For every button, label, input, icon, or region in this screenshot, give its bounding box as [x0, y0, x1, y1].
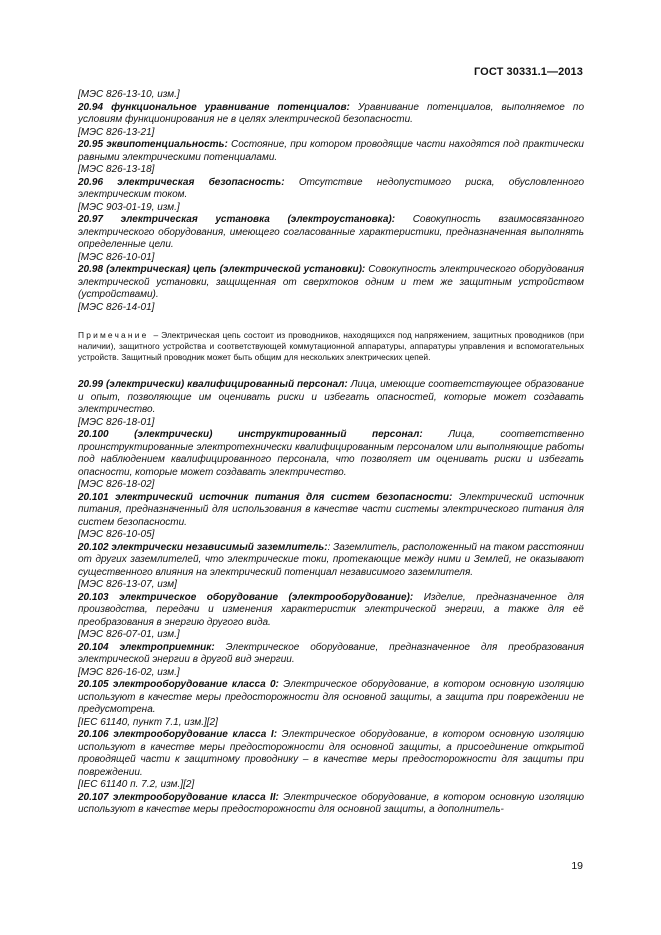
- term-number: 20.98: [78, 264, 104, 275]
- term-definition: Совокупность взаимосвязанного электрического оборудования, имеющего согласованные характеристики, предназначенная выполнять определенные цели.: [78, 214, 585, 250]
- term-entry: [78, 264, 584, 302]
- page-number: 19: [571, 860, 583, 872]
- term-number: 20.105: [78, 679, 109, 690]
- term-definition: Лица, соответственно проинструктированные электротехнически квалифицированным персоналом или выполняющие работы под наблюдением квалифицированного персонала, что позволяет им оценивать риски и избегать опасности, которые может создавать электричество.: [78, 429, 585, 478]
- term-number: 20.96: [78, 176, 104, 188]
- reference: [МЭС 826-18-01]: [78, 416, 155, 428]
- term-entry: [78, 102, 584, 127]
- term-entry: [78, 679, 584, 717]
- reference: [МЭС 826-13-07, изм]: [78, 579, 177, 590]
- term-title: электрический источник питания для систем безопасности:: [115, 491, 453, 503]
- document-body: [78, 89, 584, 817]
- term-definition: Электрическое оборудование, предназначенное для преобразования электрической энергии в другой вид энергии.: [78, 641, 585, 665]
- note-label: Примечание: [78, 330, 149, 340]
- term-definition: Совокупность электрического оборудования электрической установки, защищенная от сверхтоков одним и тем же защитным устройством (устройствами).: [78, 264, 584, 300]
- reference: [МЭС 826-13-18]: [78, 164, 155, 175]
- reference: [МЭС 826-07-01, изм.]: [78, 629, 180, 640]
- reference: [МЭС 826-18-02]: [78, 479, 155, 490]
- term-definition: Изделие, предназначенное для производства, передачи и изменения характеристик электрической энергии, а также для её преобразования в энергию другого вида.: [78, 591, 584, 628]
- term-title: функциональное уравнивание потенциалов:: [111, 101, 350, 113]
- note-text: – Электрическая цепь состоит из проводников, находящихся под напряжением, защитных проводников (при наличии), защитного устройства и соответствующей коммутационной аппаратуры, аппаратуры управления и вспомогательных устройств. Защитный проводник может быть общим для нескольких электрических цепей.: [78, 330, 584, 362]
- term-title: (электрически) квалифицированный персонал:: [105, 379, 348, 390]
- term-number: 20.99: [78, 379, 104, 390]
- term-title: электрическая установка (электроустановка):: [120, 214, 396, 225]
- term-definition: Отсутствие недопустимого риска, обусловленного электрическим током.: [78, 176, 585, 200]
- term-definition: : Заземлитель, расположенный на таком расстоянии от других заземлителей, что электрические токи, протекающие между ними и Землей, не оказывают существенного влияния на электрический потенциал независимого заземлителя.: [78, 541, 584, 578]
- reference: [МЭС 826-16-02, изм.]: [78, 666, 180, 678]
- term-definition: Состояние, при котором проводящие части находятся под практически равными электрическими потенциалами.: [78, 139, 584, 163]
- term-number: 20.107: [78, 791, 109, 803]
- term-definition: Лица, имеющие соответствующее образование и опыт, позволяющие им оценивать риски и избегать опасностей, которые может создавать электричество.: [78, 379, 585, 415]
- reference: [МЭС 903-01-19, изм.]: [78, 201, 180, 213]
- term-title: электрическое оборудование (электрооборудование):: [119, 591, 414, 603]
- term-number: 20.103: [78, 591, 109, 603]
- term-number: 20.95: [78, 139, 104, 150]
- term-title: электроприемник:: [119, 641, 215, 653]
- term-entry: [78, 379, 584, 417]
- reference: [IEC 61140 п. 7.2, изм.][2]: [78, 779, 195, 790]
- term-title: (электрически) инструктированный персонал:: [134, 429, 423, 440]
- term-number: 20.100: [78, 429, 109, 440]
- term-number: 20.94: [78, 101, 104, 113]
- term-title: электрооборудование класса I:: [113, 729, 278, 740]
- term-entry: [78, 177, 584, 202]
- term-entry: [78, 542, 584, 580]
- reference: [МЭС 826-10-01]: [78, 251, 155, 263]
- term-number: 20.106: [78, 729, 109, 740]
- term-entry: [78, 214, 584, 252]
- reference: [МЭС 826-14-01]: [78, 301, 155, 313]
- term-title: электрически независимый заземлитель:: [111, 541, 328, 553]
- term-entry: [78, 492, 584, 530]
- term-definition: Электрический источник питания, предназначенный для использования в качестве части системы электрического питания для систем безопасности.: [78, 491, 584, 528]
- reference: [МЭС 826-10-05]: [78, 529, 155, 540]
- term-entry: [78, 139, 584, 164]
- term-title: эквипотенциальность:: [106, 139, 228, 150]
- term-title: электрооборудование класса 0:: [112, 679, 279, 690]
- term-definition: Электрическое оборудование, в котором основную изоляцию используют в качестве меры предосторожности для основной защиты, а присоединение открытой проводящей части к защитному проводнику – в качестве меры предосторожности для защиты при повреждении.: [78, 729, 584, 778]
- term-entry: [78, 429, 584, 479]
- reference: [МЭС 826-13-10, изм.]: [78, 89, 180, 100]
- note: [78, 330, 584, 363]
- reference: [МЭС 826-13-21]: [78, 126, 155, 138]
- term-number: 20.102: [78, 541, 109, 553]
- term-entry: [78, 642, 584, 667]
- term-title: (электрическая) цепь (электрической установки):: [106, 264, 366, 275]
- term-number: 20.101: [78, 491, 109, 503]
- term-definition: Электрическое оборудование, в котором основную изоляцию используют в качестве меры предосторожности для основной защиты, а дополнитель-: [78, 791, 584, 815]
- term-definition: Уравнивание потенциалов, выполняемое по условиям функционирования не в целях электрической безопасности.: [78, 101, 585, 125]
- term-number: 20.104: [78, 641, 109, 653]
- document-number: ГОСТ 30331.1—2013: [473, 66, 583, 78]
- term-entry: [78, 729, 584, 779]
- term-number: 20.97: [78, 214, 104, 225]
- reference: [IEC 61140, пункт 7.1, изм.][2]: [78, 716, 218, 728]
- term-title: электрооборудование класса II:: [112, 791, 279, 803]
- term-definition: Электрическое оборудование, в котором основную изоляцию используют в качестве меры предосторожности для основной защиты, а защита при повреждении не предусмотрена.: [78, 679, 585, 715]
- term-title: электрическая безопасность:: [117, 176, 285, 188]
- term-entry: [78, 592, 584, 630]
- term-entry: [78, 792, 584, 817]
